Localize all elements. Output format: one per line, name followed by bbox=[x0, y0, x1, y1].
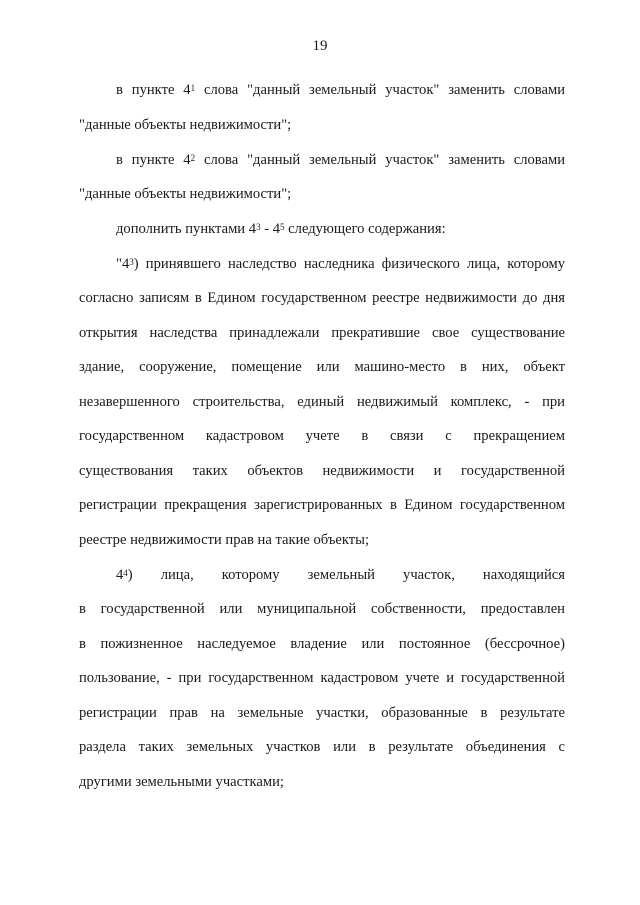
text-line: "$4^3$) принявшего наследство наследника физического лица, которому bbox=[116, 256, 565, 272]
superscript: 5 bbox=[280, 222, 285, 232]
text-line: дополнить пунктами $4^3 - 4^5$ следующего содержания: bbox=[116, 221, 446, 237]
text-line: регистрации прав на земельные участки, образованные в результате bbox=[79, 705, 565, 721]
text-line: согласно записям в Едином государственном реестре недвижимости до дня bbox=[79, 290, 565, 306]
text-line: "данные объекты недвижимости"; bbox=[79, 186, 292, 202]
superscript: 1 bbox=[190, 83, 196, 93]
text-line: в пункте $4^1$ слова "данный земельный участок" заменить словами bbox=[116, 82, 565, 98]
text-line: "данные объекты недвижимости"; bbox=[79, 117, 292, 133]
text-line: открытия наследства принадлежали прекратившие свое существование bbox=[79, 325, 565, 341]
text-line: существования таких объектов недвижимости и государственной bbox=[79, 463, 565, 479]
text-line: в государственной или муниципальной собственности, предоставлен bbox=[79, 601, 565, 617]
text-line: реестре недвижимости прав на такие объекты; bbox=[79, 532, 370, 548]
text-line: в пожизненное наследуемое владение или постоянное (бессрочное) bbox=[79, 636, 565, 652]
text-line: $4^4$) лица, которому земельный участок, находящийся bbox=[116, 567, 565, 583]
text-line: пользование, - при государственном кадастровом учете и государственной bbox=[79, 670, 565, 686]
text-line: здание, сооружение, помещение или машино-место в них, объект bbox=[79, 359, 565, 375]
superscript: 3 bbox=[129, 257, 134, 267]
text-line: регистрации прекращения зарегистрированных в Едином государственном bbox=[79, 497, 565, 513]
text-line: государственном кадастровом учете в связи с прекращением bbox=[79, 428, 565, 444]
superscript: 3 bbox=[256, 222, 261, 232]
text-line: в пункте $4^2$ слова "данный земельный участок" заменить словами bbox=[116, 152, 565, 168]
text-line: другими земельными участками; bbox=[79, 774, 284, 790]
superscript: 2 bbox=[190, 153, 196, 163]
page-number: 19 bbox=[312, 38, 328, 54]
text-line: незавершенного строительства, единый недвижимый комплекс, - при bbox=[79, 394, 565, 410]
superscript: 4 bbox=[123, 568, 128, 578]
text-line: раздела таких земельных участков или в результате объединения с bbox=[79, 739, 565, 755]
